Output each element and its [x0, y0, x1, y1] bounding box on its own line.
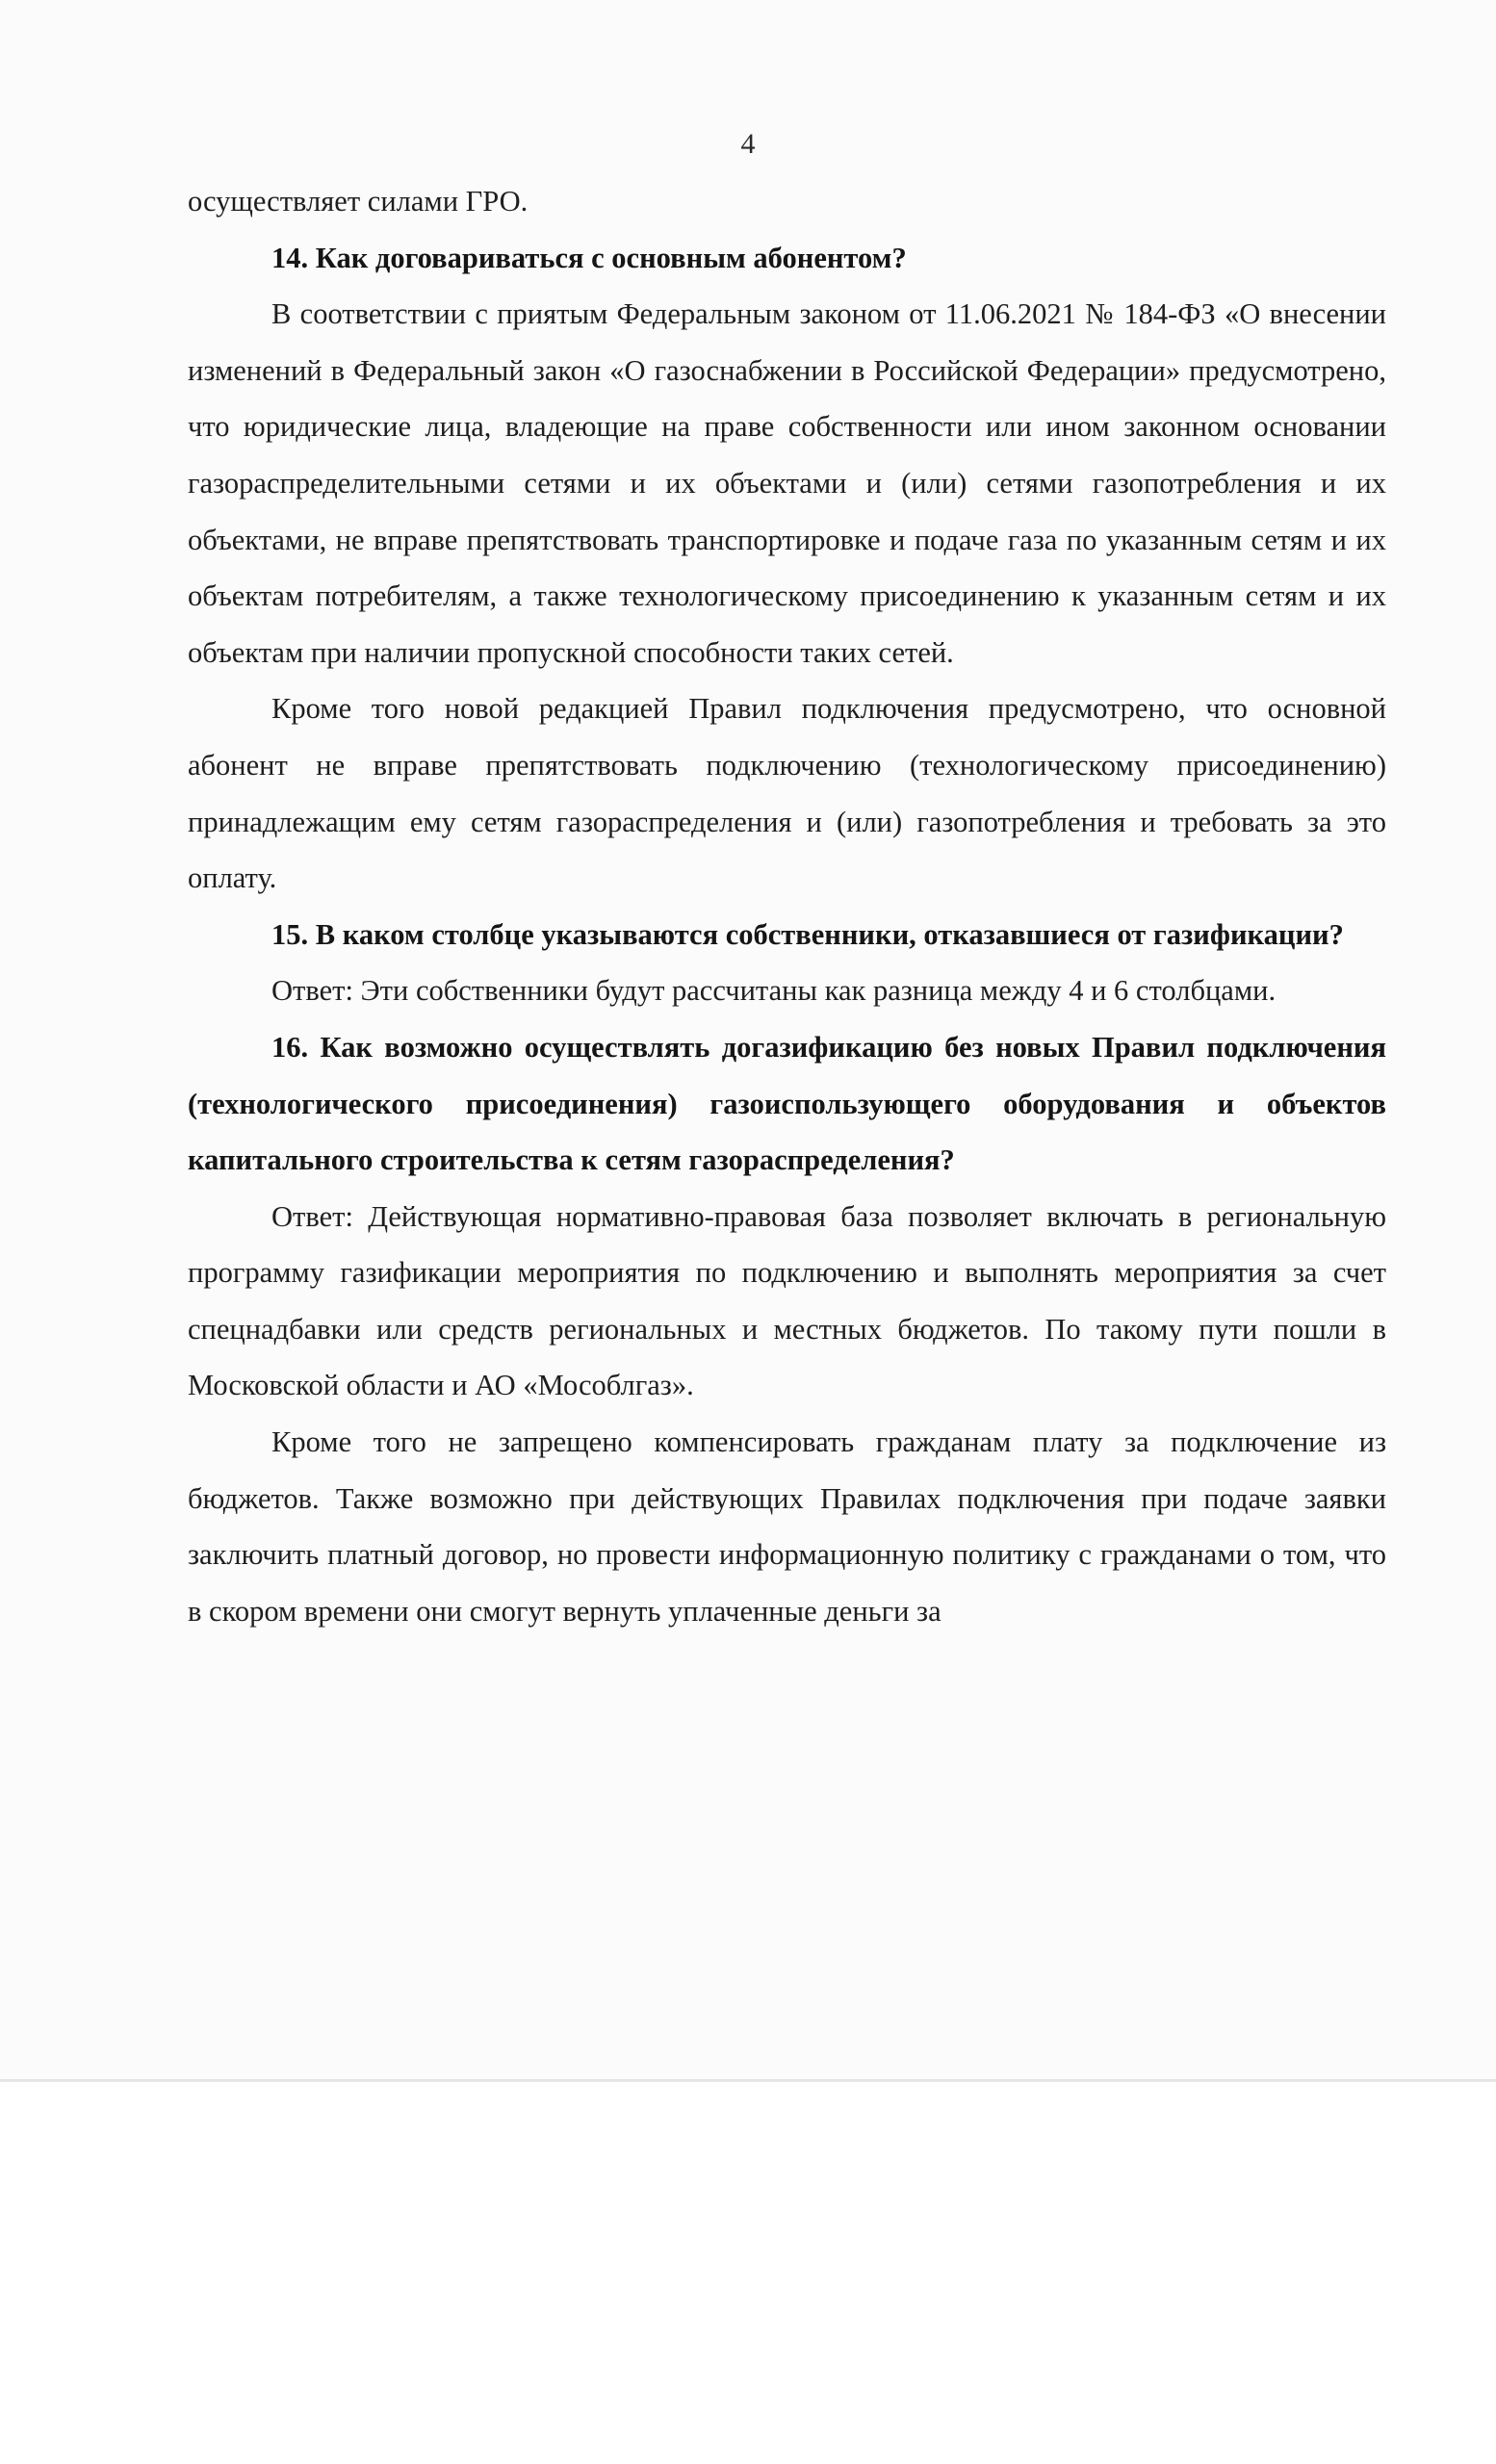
question-16-paragraph-2: Кроме того не запрещено компенсировать гражданам плату за подключение из бюджетов. Также возможно при действующих Правилах подключения при подаче заявки заключить платный договор, но провести информационную политику с гражданами о том, что в скором времени они смогут вернуть уплаченные деньги за	[188, 1425, 1386, 1628]
question-15-heading: 15. В каком столбце указываются собственники, отказавшиеся от газификации?	[271, 917, 1344, 951]
question-14-heading: 14. Как договариваться с основным абонентом?	[271, 241, 907, 274]
continuation-line: осуществляет силами ГРО.	[188, 185, 529, 218]
question-14-paragraph-1: В соответствии с приятым Федеральным законом от 11.06.2021 № 184-ФЗ «О внесении изменений в Федеральный закон «О газоснабжении в Российской Федерации» предусмотрено, что юридические лица, владеющие на праве собственности или ином законном основании газораспределительными сетями и их объектами и (или) сетями газопотребления и их объектами, не вправе препятствовать транспортировке и подаче газа по указанным сетям и их объектам потребителям, а также технологическому присоединению к указанным сетям и их объектам при наличии пропускной способности таких сетей.	[188, 297, 1386, 669]
question-16-heading: 16. Как возможно осуществлять догазификацию без новых Правил подключения (технологического присоединения) газоиспользующего оборудования и объектов капитального строительства к сетям газораспределения?	[188, 1030, 1386, 1177]
question-16-answer: Ответ: Действующая нормативно-правовая база позволяет включать в региональную программу газификации мероприятия по подключению и выполнять мероприятия за счет спецнадбавки или средств региональных и местных бюджетов. По такому пути пошли в Московской области и АО «Мособлгаз».	[188, 1199, 1386, 1402]
document-body	[188, 173, 1386, 1639]
question-15-answer: Ответ: Эти собственники будут рассчитаны как разница между 4 и 6 столбцами.	[271, 974, 1277, 1008]
question-14-paragraph-2: Кроме того новой редакцией Правил подключения предусмотрено, что основной абонент не вправе препятствовать подключению (технологическому присоединению) принадлежащим ему сетям газораспределения и (или) газопотребления и требовать за это оплату.	[188, 692, 1386, 895]
page-number: 4	[740, 128, 756, 160]
